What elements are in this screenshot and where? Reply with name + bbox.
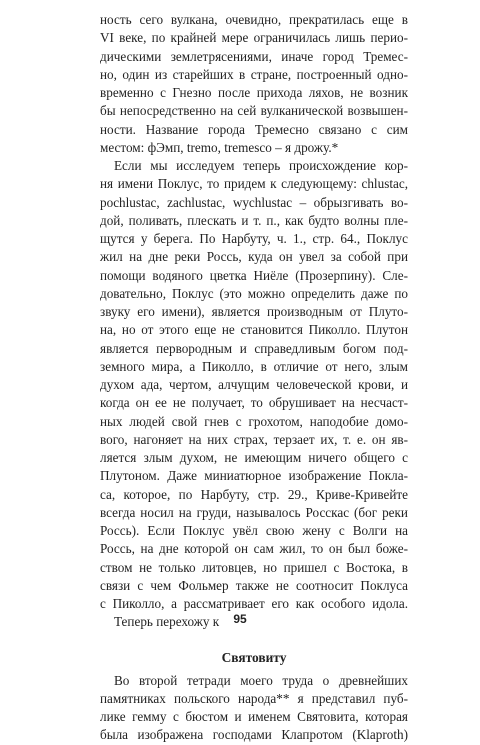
text-line: является первородным и справедливым богом под- <box>100 340 408 356</box>
text-line: ня имени Поклус, то придем к следующему: chlustac, <box>100 176 408 192</box>
text-line: лике гемму с бюстом и именем Святовита, которая <box>100 709 408 724</box>
text-line: VI веке, по крайней мере ограничилась лишь перио- <box>100 30 408 46</box>
paragraph-1 <box>100 11 408 157</box>
paragraph-4 <box>100 672 408 745</box>
text-line: са, которое, по Нарбуту, стр. 29., Криве-Кривейте <box>100 486 408 502</box>
page-number: 95 <box>233 612 247 626</box>
text-line: вого, нагоняет на них страх, терзает их, т. е. он яв- <box>100 431 408 447</box>
text-line: жил на дне реки Россь, куда он увел за собой при <box>100 249 408 265</box>
text-line: на, но от этого еще не становится Пиколло. Плутон <box>100 322 408 338</box>
text-line: довательно, Поклус (это можно определить даже по <box>100 285 408 301</box>
text-line: Плутоном. Даже миниатюрное изображение Покла- <box>100 468 408 484</box>
text-line: звуку его имени), является производным от Плуто- <box>100 304 408 319</box>
text-line: всегда носил на груди, называлось Росскас (бог реки <box>100 504 408 520</box>
text-line: Теперь перехожу к <box>114 614 220 630</box>
text-line: но, один из старейших в стране, построенный одно- <box>100 66 408 82</box>
text-line: с Пиколло, а рассматривает его как особого идола. <box>100 596 408 611</box>
text-line: Россь, на дне которой он сам жил, то он был боже- <box>100 541 408 557</box>
text-line: дическими землетрясениями, иначе город Тремес- <box>100 48 408 64</box>
text-line: ных людей свой гнев с грохотом, наподобие домо- <box>100 413 408 429</box>
text-line: связи с чем Фольмер также не соотносит Поклуса <box>100 577 408 593</box>
text-line: ляется злым духом, не имеющим ничего общего с <box>100 450 408 465</box>
text-line: Во второй тетради моего труда о древнейших <box>114 672 408 688</box>
text-line: земного мира, а Пиколло, в отличие от него, злым <box>100 358 408 374</box>
text-line: местом: фЭмп, tremo, tremesco – я дрожу.* <box>100 139 339 155</box>
text-line: дой, поливать, плескать и т. п., как будто волны пле- <box>100 212 408 228</box>
text-line: ность сего вулкана, очевидно, прекратилась еще в <box>100 12 408 27</box>
text-line: бы непосредственно на сей вулканической возвышен- <box>100 103 408 119</box>
paragraph-2 <box>100 157 408 613</box>
text-line: помощи водяного цветка Ниёле (Прозерпину). Сле- <box>100 267 408 283</box>
text-line: когда он ее не получает, то обрушивает на несчаст- <box>100 395 408 411</box>
text-line: Россь). Если Поклус увёл свою жену с Волги на <box>100 523 408 538</box>
text-line: ством не только литовцев, но пришел с Востока, в <box>100 559 408 575</box>
text-line: pochlustac, zachlustac, wychlustac – обрызгивать во- <box>100 194 408 210</box>
text-line: памятниках польского народа** я представил пуб- <box>100 690 408 706</box>
text-line: временно с Гнезно после прихода ляхов, не возник <box>100 85 408 100</box>
text-line: была изображена господами Клапротом (Klaproth) <box>100 727 408 743</box>
text-line: щутся у берега. По Нарбуту, ч. 1., стр. 64., Поклус <box>100 231 408 246</box>
text-line: духом ада, чертом, алчущим человеческой крови, и <box>100 377 408 392</box>
text-line: Если мы исследуем теперь происхождение кор- <box>114 158 408 173</box>
text-line: ности. Название города Тремесно связано с сим <box>100 121 408 137</box>
section-heading: Святовиту <box>221 649 287 665</box>
page-text <box>100 11 408 745</box>
section-gap <box>100 632 408 644</box>
